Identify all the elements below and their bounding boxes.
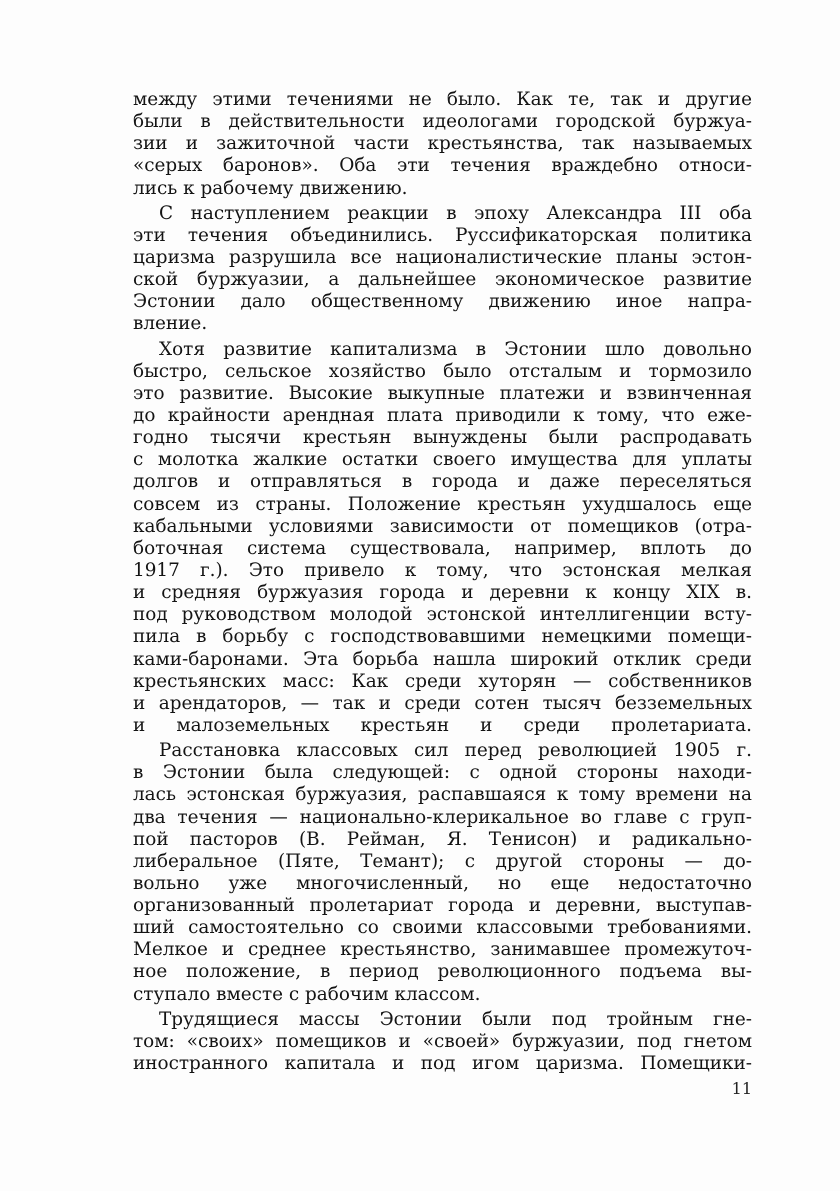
text-line: иностранного капитала и под игом царизма. Помещики- (133, 1053, 752, 1075)
text-line: с молотка жалкие остатки своего имущества для уплаты (133, 449, 752, 471)
text-line: Трудящиеся массы Эстонии были под тройным гне- (159, 1008, 752, 1030)
text-line: быстро, сельское хозяйство было отсталым и тормозило (133, 360, 752, 382)
paragraph-5 (133, 1009, 752, 1075)
text-line: в Эстонии была следующей: с одной стороны находи- (133, 762, 752, 784)
text-line: организованный пролетариат города и деревни, выступав- (133, 895, 752, 917)
text-line: ступало вместе с рабочим классом. (133, 983, 481, 1005)
text-line: это развитие. Высокие выкупные платежи и взвинченная (133, 382, 752, 404)
text-line: Хотя развитие капитализма в Эстонии шло довольно (159, 338, 752, 360)
text-line: вление. (133, 313, 208, 335)
text-line: Мелкое и среднее крестьянство, занимавшее промежуточ- (133, 939, 752, 961)
text-line: и малоземельных крестьян и среди пролетариата. (133, 714, 752, 736)
text-line: ший самостоятельно со своими классовыми требованиями. (133, 917, 752, 939)
page-number: 11 (731, 1079, 752, 1098)
text-line: кабальными условиями зависимости от помещиков (отра- (133, 515, 752, 537)
text-line: два течения — национально-клерикальное во главе с груп- (133, 806, 752, 828)
text-line: были в действительности идеологами городской буржуа- (133, 111, 752, 133)
text-line: под руководством молодой эстонской интеллигенции всту- (133, 604, 752, 626)
text-line: либеральное (Пяте, Темант); с другой стороны — до- (133, 850, 752, 872)
text-line: и арендаторов, — так и среди сотен тысяч безземельных (133, 692, 752, 714)
text-line: лась эстонская буржуазия, распавшаяся к тому времени на (133, 784, 752, 806)
text-line: совсем из страны. Положение крестьян ухудшалось еще (133, 493, 752, 515)
text-line: годно тысячи крестьян вынуждены были распродавать (133, 427, 752, 449)
text-line: и средняя буржуазия города и деревни к концу XIX в. (133, 582, 752, 604)
text-line: боточная система существовала, например, вплоть до (133, 537, 752, 559)
text-line: ное положение, в период революционного подъема вы- (133, 961, 752, 983)
text-line: С наступлением реакции в эпоху Александра III оба (159, 202, 752, 224)
text-line: том: «своих» помещиков и «своей» буржуазии, под гнетом (133, 1030, 752, 1052)
text-line: зии и зажиточной части крестьянства, так называемых (133, 133, 752, 155)
paragraph-4 (133, 740, 752, 1006)
paragraph-3 (133, 339, 752, 738)
text-line: царизма разрушила все националистические планы эстон- (133, 246, 752, 268)
text-line: долгов и отправляться в города и даже переселяться (133, 471, 752, 493)
body-text (133, 89, 752, 1078)
text-line: до крайности арендная плата приводили к тому, что еже- (133, 404, 752, 426)
text-line: Эстонии дало общественному движению иное напра- (133, 291, 752, 313)
text-line: Расстановка классовых сил перед революцией 1905 г. (159, 740, 752, 762)
text-line: крестьянских масс: Как среди хуторян — собственников (133, 670, 752, 692)
text-line: между этими течениями не было. Как те, так и другие (133, 89, 752, 110)
text-line: пила в борьбу с господствовавшими немецкими помещи- (133, 626, 752, 648)
text-line: лись к рабочему движению. (133, 177, 408, 199)
text-line: 1917 г.). Это привело к тому, что эстонская мелкая (133, 559, 752, 581)
text-line: эти течения объединились. Руссификаторская политика (133, 224, 752, 246)
paragraph-2 (133, 203, 752, 336)
text-line: ской буржуазии, а дальнейшее экономическое развитие (133, 269, 752, 291)
text-line: пой пасторов (В. Рейман, Я. Тенисон) и радикально- (133, 828, 752, 850)
text-line: вольно уже многочисленный, но еще недостаточно (133, 872, 752, 894)
text-line: «серых баронов». Оба эти течения враждебно относи- (133, 155, 752, 177)
text-line: ками-баронами. Эта борьба нашла широкий отклик среди (133, 648, 752, 670)
paragraph-1 (133, 89, 752, 200)
